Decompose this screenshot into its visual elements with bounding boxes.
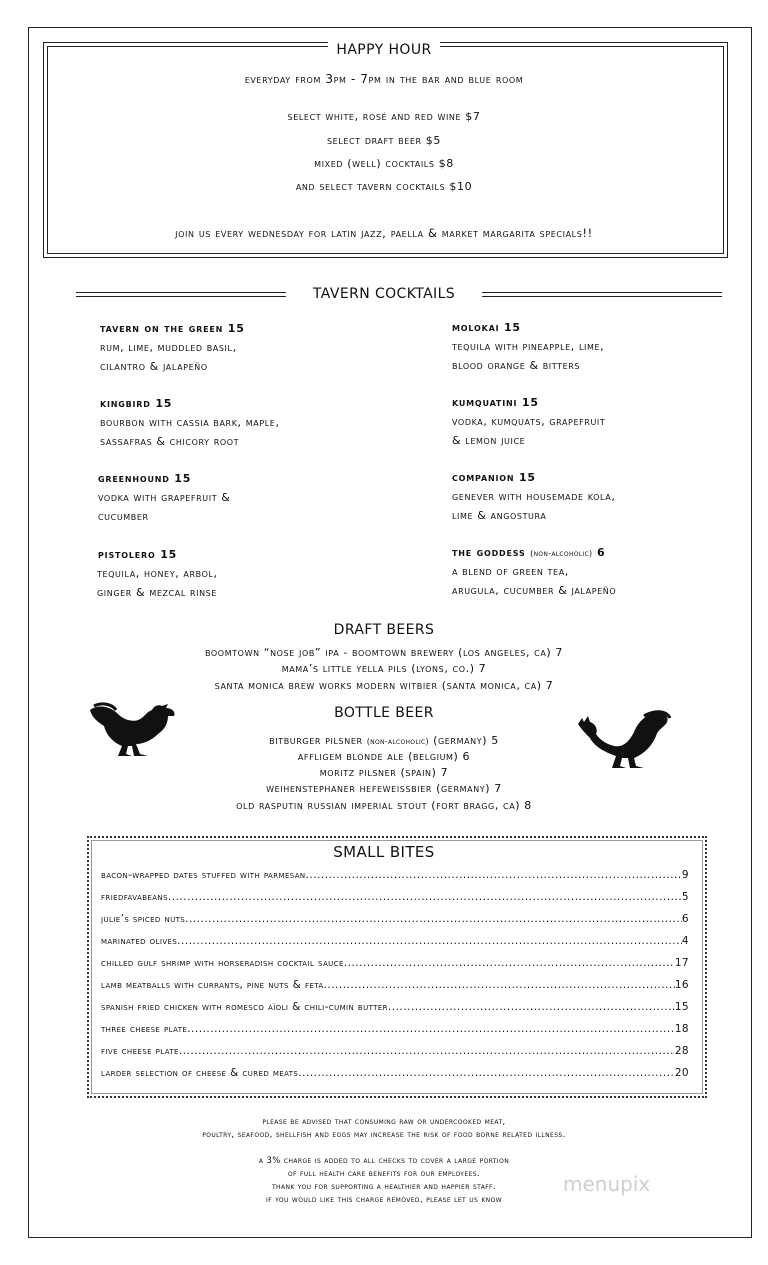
happy-hour-line: mixed (well) cocktails $8 [314,157,454,170]
happy-hour-line: select white, rosé and red wine $7 [287,110,481,123]
bottle-title: BOTTLE BEER [334,705,434,721]
cocktail-desc: cucumber [98,510,149,523]
cocktail-desc: rum, lime, muddled basil, [100,341,237,354]
happy-hour-line: select draft beer $5 [327,134,441,147]
cocktail-name: tavern on the green 15 [100,322,245,335]
bite-leader [298,1067,675,1079]
cocktail-name: companion 15 [452,471,536,484]
cocktail-name: kumquatini 15 [452,396,539,409]
bite-price: 20 [674,1067,689,1079]
bite-name: five cheese plate [101,1045,179,1057]
bottle-item: moritz pilsner (spain) 7 [319,766,449,779]
happy-hour-line: and select tavern cocktails $10 [295,180,473,193]
bite-row [101,979,689,991]
bite-row [101,1001,689,1013]
bite-row [101,1067,689,1079]
watermark: menupix [563,1172,651,1196]
cocktail-desc: arugula, cucumber & jalapeño [452,584,617,597]
bite-name: lamb meatballs with currants, pine nuts & feta [101,979,324,991]
bottle-item: old rasputin russian imperial stout (fort bragg, ca) 8 [236,799,532,812]
cocktail-desc: vodka, kumquats, grapefruit [452,415,606,428]
cocktail-desc: ginger & mezcal rinse [97,586,218,599]
bite-name: spanish fried chicken with romesco aïoli & chili-cumin butter [101,1001,388,1013]
cocktail-desc: cilantro & jalapeño [100,360,208,373]
bite-name: marinated olives [101,935,178,947]
bite-leader [185,913,682,925]
bite-row [101,1045,689,1057]
bite-name: julie’s spiced nuts [101,913,186,925]
happy-hour-subtitle: everyday from 3pm - 7pm in the bar and blue room [244,72,524,86]
cocktail-name: pistolero 15 [98,548,178,561]
charge-line: of full health care benefits for our employees. [287,1169,481,1179]
cocktail-desc: tequila with pineapple, lime, [452,340,605,353]
bite-row [101,913,689,925]
draft-item: mama’s little yella pils (lyons, co.) 7 [281,662,487,675]
bite-leader [179,1045,675,1057]
advisory-line: poultry, seafood, shellfish and eggs may increase the risk of food borne related illness. [202,1130,566,1140]
bite-price: 28 [674,1045,689,1057]
draft-item: santa monica brew works modern witbier (santa monica, ca) 7 [214,679,554,692]
draft-item: boomtown “nose job” ipa - boomtown brewery (los angeles, ca) 7 [204,646,564,659]
bite-name: chilled gulf shrimp with horseradish cocktail sauce [101,957,344,969]
charge-line: a 3% charge is added to all checks to cover a large portion [258,1156,510,1166]
bite-row [101,891,689,903]
cocktail-name: greenhound 15 [98,472,192,485]
bites-title: SMALL BITES [333,843,435,861]
bite-leader [187,1023,675,1035]
cocktail-name-goddess: the goddess (non-alcoholic) 6 [452,546,606,559]
charge-line: if you would like this charge removed, please let us know [265,1195,502,1205]
cocktail-name: kingbird 15 [100,397,173,410]
bite-name: friedfavabeans [101,891,168,903]
bite-leader [168,891,682,903]
bite-price: 18 [674,1023,689,1035]
bite-name: three cheese plate [101,1023,188,1035]
bite-leader [388,1001,675,1013]
bite-leader [177,935,682,947]
cocktail-desc: sassafras & chicory root [100,435,240,448]
bite-price: 17 [674,957,689,969]
cocktails-title: TAVERN COCKTAILS [312,286,456,302]
bite-row [101,1023,689,1035]
cocktail-desc: lime & angostura [452,509,547,522]
bite-leader [324,979,675,991]
cocktail-desc: genever with housemade kola, [452,490,616,503]
cocktail-desc: tequila, honey, arbol, [97,567,218,580]
bite-price: 5 [681,891,689,903]
bite-price: 4 [681,935,689,947]
wednesday-special: join us every wednesday for latin jazz, paella & market margarita specials!! [175,226,593,240]
cocktail-desc: bourbon with cassia bark, maple, [100,416,280,429]
bite-price: 6 [681,913,689,925]
bottle-item-bitburger: bitburger pilsner (non-alcoholic) (germany) 5 [269,734,499,747]
cocktail-desc: & lemon juice [452,434,526,447]
cocktail-desc: a blend of green tea, [452,565,569,578]
bite-row [101,957,689,969]
advisory-line: please be advised that consuming raw or undercooked meat, [262,1117,506,1127]
bite-name: larder selection of cheese & cured meats [101,1067,299,1079]
bite-leader [306,869,682,881]
bite-price: 9 [681,869,689,881]
bite-row [101,935,689,947]
charge-line: thank you for supporting a healthier and happier staff. [271,1182,497,1192]
cocktail-name: molokai 15 [452,321,521,334]
bite-leader [344,957,675,969]
draft-title: DRAFT BEERS [333,622,435,638]
bite-name: bacon-wrapped dates stuffed with parmesan [101,869,306,881]
bottle-item: weihenstephaner hefeweissbier (germany) 7 [266,782,502,795]
bite-price: 16 [674,979,689,991]
bite-price: 15 [674,1001,689,1013]
happy-hour-title: HAPPY HOUR [0,42,768,58]
cocktail-desc: blood orange & bitters [452,359,581,372]
cocktail-desc: vodka with grapefruit & [98,491,231,504]
bottle-item: affligem blonde ale (belgium) 6 [297,750,471,763]
bite-row [101,869,689,881]
